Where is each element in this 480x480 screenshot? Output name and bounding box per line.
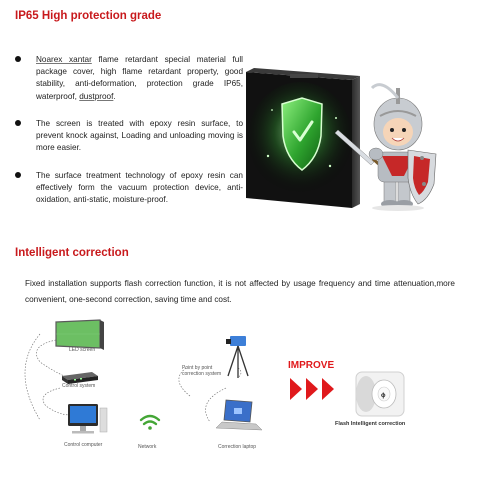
flash-device-icon <box>356 372 404 416</box>
section-title-ip65: IP65 High protection grade <box>15 10 162 22</box>
correction-diagram <box>0 310 480 480</box>
correction-description: Fixed installation supports flash correction function, it is not affected by usage frequency and time attenuation,more convenient, one-second correction, saving time and cost. <box>25 279 455 304</box>
wifi-icon <box>141 416 159 430</box>
bullet-text-1 <box>36 54 243 103</box>
improve-label: IMPROVE <box>288 360 335 371</box>
section-title-correction: Intelligent correction <box>15 247 129 259</box>
caption-flash-correction: Flash Intelligent correction <box>335 421 406 427</box>
bullet-text-3: The surface treatment technology of epoxy resin can effectively form the vacuum protection device, anti-oxidation, anti-static, moisture-proof. <box>36 171 243 205</box>
svg-text:ϕ: ϕ <box>381 393 386 399</box>
bullet-1-highlight-dustproof: dustproof <box>79 91 114 101</box>
bullet-item-1 <box>15 54 243 104</box>
bullet-dot <box>15 172 21 178</box>
bullet-item-2 <box>15 118 243 158</box>
camera-tripod-icon <box>226 336 248 378</box>
caption-p2p-line-2: correction system <box>182 371 222 377</box>
bullet-text-2: The screen is treated with epoxy resin surface, to prevent knock against, Loading and unloading moving is more easier. <box>36 119 243 153</box>
bullet-1-body: flame retardant special material full package cover, high flame retardant property, good stability, anti-deformation, protection grade IP65, waterproof, <box>36 55 243 101</box>
caption-network: Network <box>138 444 157 450</box>
caption-correction-laptop: Correction laptop <box>218 444 257 450</box>
bullet-item-3 <box>15 170 243 210</box>
bullet-1-end: . <box>113 91 116 101</box>
laptop-icon <box>216 400 262 430</box>
led-screen-icon <box>56 320 104 350</box>
bullet-dot <box>15 56 21 62</box>
led-panel-illustration <box>232 58 472 218</box>
desktop-computer-icon <box>68 404 107 434</box>
caption-point-by-point <box>182 365 221 377</box>
caption-control-system: Control system <box>62 383 96 389</box>
triple-arrow-icon <box>290 378 334 400</box>
bullet-1-highlight-brand: Noarex xantar <box>36 55 92 64</box>
bullet-dot <box>15 120 21 126</box>
caption-led-screen: LED screen <box>69 347 96 353</box>
caption-control-computer: Control computer <box>64 442 103 448</box>
caption-p2p-line-1: Point by point <box>182 365 213 371</box>
